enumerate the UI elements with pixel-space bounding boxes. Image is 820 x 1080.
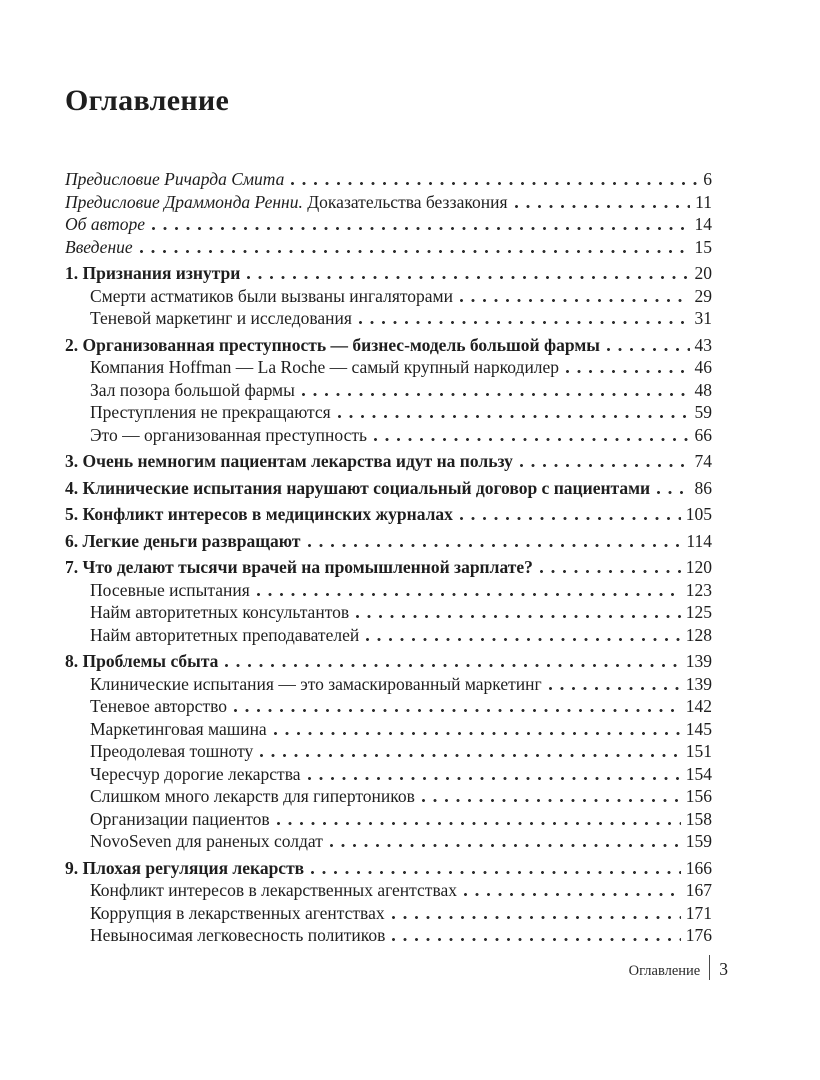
toc-section-label: Зал позора большой фармы [90,379,295,400]
toc-chapter-group [65,556,712,646]
toc-entry-page-number: 176 [685,925,712,945]
toc-entry-section [65,695,712,718]
dot-leader [247,276,689,279]
toc-entry-page-number: 128 [685,624,712,645]
dot-leader [277,822,681,825]
toc-entry-page-number: 14 [694,214,712,234]
dot-leader [549,687,681,690]
toc-entry-section [65,624,712,647]
toc-entry-section [65,379,712,402]
dot-leader [607,348,690,351]
dot-leader [234,709,681,712]
toc-entry-page-number: 43 [694,334,712,355]
toc-section-label: Смерти астматиков были вызваны ингаляторами [90,285,453,306]
chapter-title: Конфликт интересов в медицинских журналах [82,504,453,524]
chapter-title: Клинические испытания нарушают социальный договор с пациентами [82,477,651,498]
toc-entry-label: Введение [65,236,133,257]
toc-entry-front-matter [65,191,712,214]
toc-section-label: Конфликт интересов в лекарственных агентствах [90,880,457,900]
toc-entry-label: Предисловие Драммонда Ренни. Доказательства беззакония [65,191,508,212]
chapter-number: 2. [65,334,79,355]
chapter-title: Плохая регуляция лекарств [82,857,305,878]
dot-leader [257,593,681,596]
toc-entry-section [65,673,712,696]
toc-chapter-label [65,650,218,673]
toc-section-label: Преодолевая тошноту [90,741,254,761]
toc-entry-section [65,601,712,624]
toc-entry-section [65,879,712,902]
toc-entry-chapter [65,477,712,500]
toc-section-list [65,879,712,947]
toc-entry-section [65,579,712,602]
toc-section-label: Теневое авторство [90,696,227,716]
toc-entry-label: Об авторе [65,214,146,234]
toc-section-label: Найм авторитетных консультантов [90,602,350,622]
toc-entry-section [65,808,712,831]
toc-section-list [65,285,712,330]
toc-entry-page-number: 139 [685,651,712,671]
dot-leader [330,844,681,847]
dot-leader [356,615,681,618]
toc-entry-page-number: 158 [685,808,712,829]
toc-section-label: Организации пациентов [90,808,270,829]
toc-chapter-label [65,556,533,579]
toc-entry-page-number: 125 [685,602,712,622]
dot-leader [392,938,680,941]
toc-entry-page-number: 151 [685,741,712,761]
page-title: Оглавление [65,84,230,117]
toc-section-label: Чересчур дорогие лекарства [90,763,301,784]
toc-entry-section [65,356,712,379]
dot-leader [540,570,681,573]
dot-leader [422,799,681,802]
toc-entry-page-number: 59 [694,402,712,422]
dot-leader [366,638,681,641]
toc-entry-page-number: 15 [694,236,712,257]
dot-leader [311,871,681,874]
chapter-number: 8. [65,651,79,671]
toc-entry-page-number: 123 [685,579,712,600]
toc-entry-section [65,902,712,925]
toc-entry-page-number: 145 [685,718,712,739]
toc-entry-page-number: 114 [686,530,712,551]
toc-entry-page-number: 11 [695,191,712,212]
toc-entry-section [65,830,712,853]
toc-chapter-label [65,334,600,357]
toc-entry-chapter [65,530,712,553]
toc-entry-section [65,307,712,330]
dot-leader [657,491,689,494]
toc-entry-page-number: 166 [685,857,712,878]
toc-entry-page-number: 139 [685,673,712,694]
toc-entry-section [65,401,712,424]
toc-entry-section [65,424,712,447]
dot-leader [274,732,681,735]
toc-entry-page-number: 6 [703,169,712,189]
dot-leader [520,464,690,467]
toc-entry-chapter [65,556,712,579]
toc-chapter-group [65,530,712,553]
toc-chapter-label [65,477,650,500]
toc-chapter-label [65,262,240,285]
dot-leader [308,544,682,547]
toc-entry-section [65,785,712,808]
footer-page-number: 3 [719,959,728,979]
dot-leader [260,754,681,757]
toc-entry-page-number: 156 [685,786,712,806]
toc-section-label: Посевные испытания [90,579,250,600]
dot-leader [460,517,681,520]
toc-entry-page-number: 154 [685,763,712,784]
chapter-title: Признания изнутри [82,263,241,283]
dot-leader [291,182,698,185]
toc-entry-front-matter [65,168,712,191]
chapter-title: Легкие деньги развращают [82,530,301,551]
chapter-title: Проблемы сбыта [82,651,219,671]
chapter-list [65,262,712,947]
toc-entry-page-number: 48 [694,379,712,400]
chapter-title: Что делают тысячи врачей на промышленной зарплате? [82,557,533,577]
toc-section-label: Слишком много лекарств для гипертоников [90,786,415,806]
toc-chapter-label [65,450,513,473]
toc-chapter-label [65,530,301,553]
dot-leader [338,415,690,418]
chapter-number: 4. [65,477,79,498]
chapter-title: Организованная преступность — бизнес-модель большой фармы [82,334,600,355]
chapter-number: 7. [65,557,79,577]
toc-entry-page-number: 105 [685,504,712,524]
toc-entry-chapter [65,503,712,526]
dot-leader [374,438,690,441]
toc-entry-chapter [65,450,712,473]
dot-leader [152,227,689,230]
dot-leader [359,321,690,324]
toc-entry-page-number: 167 [685,880,712,900]
toc-chapter-group [65,857,712,947]
toc-entry-page-number: 159 [685,831,712,851]
footer-section-label: Оглавление [628,963,701,979]
toc-entry-section [65,763,712,786]
toc-section-label: NovoSeven для раненых солдат [90,831,323,851]
dot-leader [566,370,689,373]
toc-entry-chapter [65,650,712,673]
toc-section-label: Компания Hoffman — La Roche — самый крупный наркодилер [90,357,560,377]
toc-section-list [65,356,712,446]
toc-entry-section [65,740,712,763]
toc-entry-front-matter [65,213,712,236]
toc-chapter-label [65,503,453,526]
toc-entry-section [65,285,712,308]
toc-section-label: Теневой маркетинг и исследования [90,308,352,328]
toc-entry-chapter [65,857,712,880]
toc-entry-page-number: 171 [685,902,712,923]
dot-leader [140,250,690,253]
chapter-number: 6. [65,530,79,551]
toc-section-label: Преступления не прекращаются [90,402,331,422]
toc-entry-section [65,718,712,741]
front-matter-list [65,168,712,258]
toc-section-label: Невыносимая легковесность политиков [90,925,386,945]
toc-section-label: Маркетинговая машина [90,718,267,739]
dot-leader [515,205,691,208]
toc-entry-front-matter [65,236,712,259]
toc-section-list [65,579,712,647]
dot-leader [464,893,681,896]
toc-entry-section [65,924,712,947]
toc-entry-page-number: 29 [694,285,712,306]
dot-leader [302,393,690,396]
toc-chapter-label [65,857,304,880]
toc-entry-page-number: 66 [694,424,712,445]
toc-entry-page-number: 142 [685,696,712,716]
toc-entry-page-number: 46 [694,357,712,377]
toc-section-list [65,673,712,853]
toc-chapter-group [65,450,712,473]
chapter-number: 1. [65,263,79,283]
toc-chapter-group [65,334,712,447]
toc-chapter-group [65,650,712,853]
toc-entry-label: Предисловие Ричарда Смита [65,169,285,189]
toc-entry-chapter [65,262,712,285]
toc-entry-page-number: 20 [694,263,712,283]
toc-section-label: Коррупция в лекарственных агентствах [90,902,385,923]
toc-section-label: Это — организованная преступность [90,424,367,445]
toc-entry-page-number: 31 [694,308,712,328]
toc-entry-page-number: 120 [685,557,712,577]
toc-entry-page-number: 86 [694,477,712,498]
toc-section-label: Найм авторитетных преподавателей [90,624,360,645]
table-of-contents [65,168,712,947]
toc-section-label: Клинические испытания — это замаскированный маркетинг [90,673,542,694]
dot-leader [392,916,681,919]
dot-leader [225,664,680,667]
dot-leader [460,299,690,302]
chapter-number: 3. [65,451,79,471]
page-footer [629,950,728,980]
chapter-number: 5. [65,504,79,524]
dot-leader [308,777,681,780]
toc-entry-page-number: 74 [694,451,712,471]
footer-divider-rule [709,955,710,980]
toc-chapter-group [65,503,712,526]
toc-entry-chapter [65,334,712,357]
toc-chapter-group [65,477,712,500]
chapter-title: Очень немногим пациентам лекарства идут на пользу [82,451,513,471]
toc-chapter-group [65,262,712,330]
chapter-number: 9. [65,857,79,878]
